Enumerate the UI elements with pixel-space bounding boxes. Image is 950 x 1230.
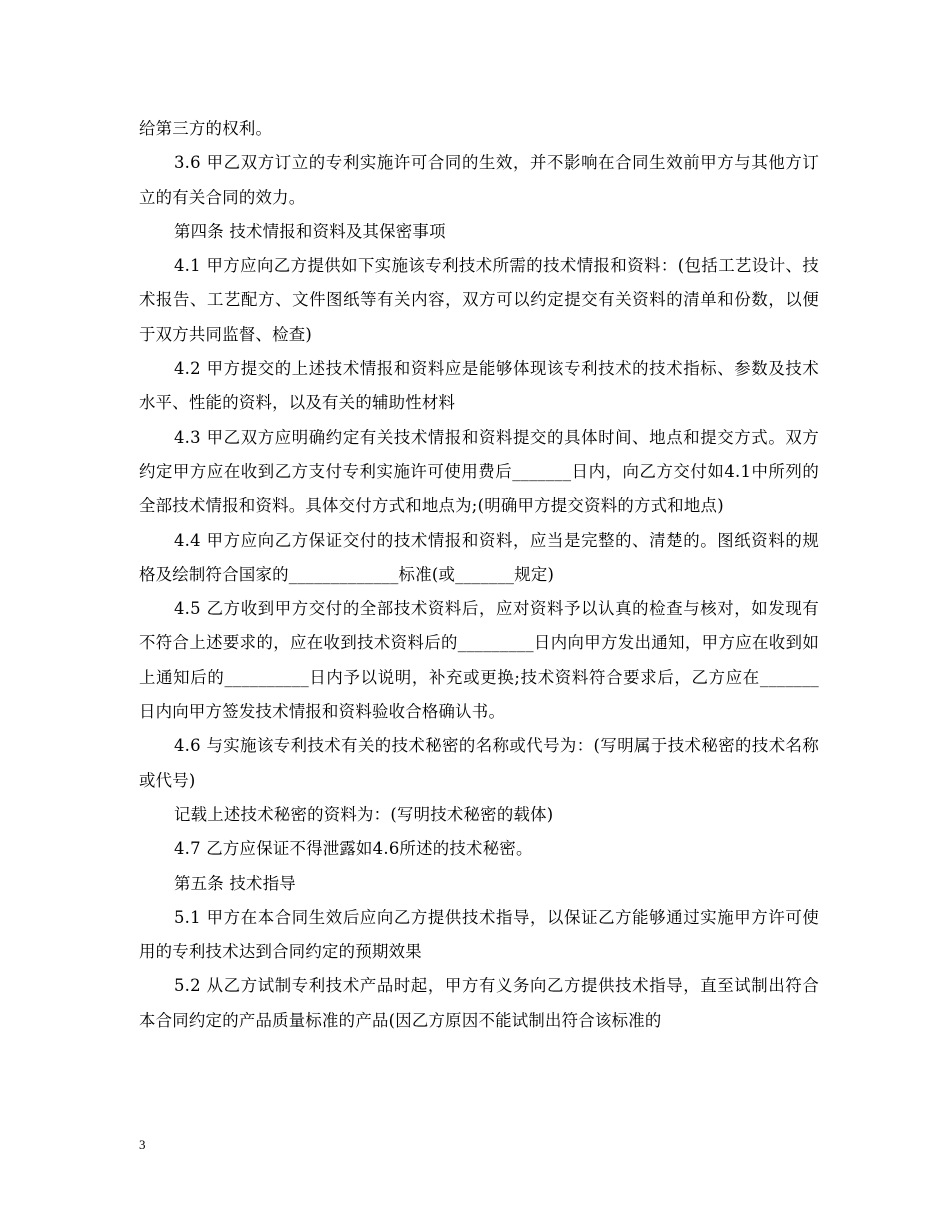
paragraph: 4.1 甲方应向乙方提供如下实施该专利技术所需的技术情报和资料：(包括工艺设计、技术报告、工艺配方、文件图纸等有关内容，双方可以约定提交有关资料的清单和份数，以便于双方共同监督、检查) [139,256,819,344]
paragraph: 记载上述技术秘密的资料为：(写明技术秘密的载体) [174,804,554,824]
paragraph: 4.6 与实施该专利技术有关的技术秘密的名称或代号为：(写明属于技术秘密的技术名称或代号) [139,736,819,790]
document-body [139,112,819,1038]
paragraph: 4.5 乙方收到甲方交付的全部技术资料后，应对资料予以认真的检查与核对，如发现有不符合上述要求的，应在收到技术资料后的_________日内向甲方发出通知，甲方应在收到如上通知后的__________日内予以说明，补充或更换;技术资料符合要求后，乙方应在_______日内向甲方签发技术情报和资料验收合格确认书。 [139,599,819,722]
section-heading: 第四条 技术情报和资料及其保密事项 [174,221,446,241]
paragraph: 5.2 从乙方试制专利技术产品时起，甲方有义务向乙方提供技术指导，直至试制出符合本合同约定的产品质量标准的产品(因乙方原因不能试制出符合该标准的 [139,976,819,1030]
paragraph: 5.1 甲方在本合同生效后应向乙方提供技术指导，以保证乙方能够通过实施甲方许可使用的专利技术达到合同约定的预期效果 [139,907,819,962]
paragraph: 给第三方的权利。 [139,119,273,138]
paragraph: 4.4 甲方应向乙方保证交付的技术情报和资料，应当是完整的、清楚的。图纸资料的规格及绘制符合国家的_____________标准(或_______规定) [139,530,819,584]
paragraph: 3.6 甲乙双方订立的专利实施许可合同的生效，并不影响在合同生效前甲方与其他方订立的有关合同的效力。 [139,153,819,207]
paragraph: 4.7 乙方应保证不得泄露如4.6所述的技术秘密。 [174,839,533,859]
paragraph: 4.3 甲乙双方应明确约定有关技术情报和资料提交的具体时间、地点和提交方式。双方约定甲方应在收到乙方支付专利实施许可使用费后_______日内，向乙方交付如4.1中所列的全部技术情报和资料。具体交付方式和地点为;(明确甲方提交资料的方式和地点) [139,427,819,516]
section-heading: 第五条 技术指导 [174,873,296,893]
paragraph: 4.2 甲方提交的上述技术情报和资料应是能够体现该专利技术的技术指标、参数及技术水平、性能的资料，以及有关的辅助性材料 [139,359,819,413]
page-number: 3 [139,1137,146,1152]
